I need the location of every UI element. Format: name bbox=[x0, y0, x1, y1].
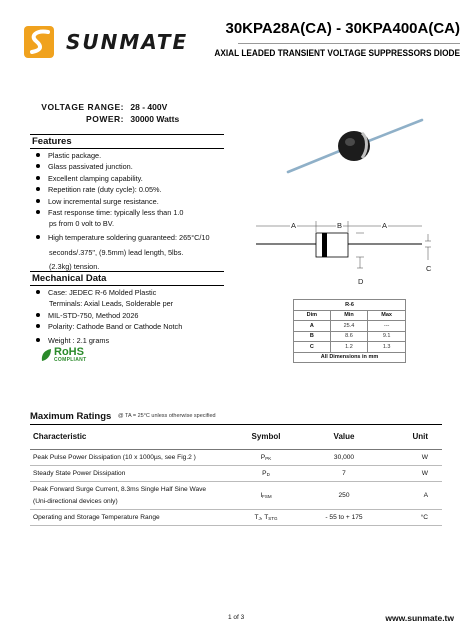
part-range-title: 30KPA28A(CA) - 30KPA400A(CA) bbox=[225, 20, 460, 37]
bullet-icon bbox=[36, 210, 40, 214]
table-row: Steady State Power Dissipation $P_D$ 7 W bbox=[30, 465, 442, 481]
column-header: Max bbox=[368, 310, 406, 321]
table-footer: All Dimensions in mm bbox=[294, 352, 406, 363]
mechanical-heading: Mechanical Data bbox=[30, 271, 224, 286]
list-item: Polarity: Cathode Band or Cathode Notch bbox=[36, 321, 246, 332]
bullet-icon bbox=[36, 338, 40, 342]
voltage-range-label: VOLTAGE RANGE: bbox=[41, 102, 124, 112]
bullet-icon bbox=[36, 290, 40, 294]
voltage-range-row bbox=[32, 102, 167, 112]
list-item: Weight : 2.1 grams bbox=[36, 335, 246, 346]
table-header-row bbox=[30, 425, 442, 449]
leaf-icon bbox=[40, 348, 52, 362]
table-row: C 1.2 1.3 bbox=[294, 342, 406, 353]
list-item: Plastic package. bbox=[36, 150, 246, 161]
rohs-label: RoHS bbox=[54, 346, 84, 358]
list-item: Glass passivated junction. bbox=[36, 161, 246, 172]
table-row: A 25.4 --- bbox=[294, 321, 406, 332]
header-divider bbox=[238, 43, 460, 44]
voltage-range-value: 28 - 400V bbox=[130, 102, 168, 112]
column-header: Dim bbox=[294, 310, 331, 321]
bullet-icon bbox=[36, 235, 40, 239]
dim-label-a-left: A bbox=[291, 221, 297, 230]
dim-label-a-right: A bbox=[382, 221, 388, 230]
power-row bbox=[32, 114, 179, 124]
product-subtitle: AXIAL LEADED TRANSIENT VOLTAGE SUPPRESSORS DIODE bbox=[214, 48, 460, 58]
bullet-icon bbox=[36, 187, 40, 191]
dim-label-c: C bbox=[426, 264, 432, 273]
list-item: Excellent clamping capability. bbox=[36, 173, 246, 184]
features-heading: Features bbox=[30, 134, 224, 149]
outline-svg bbox=[250, 212, 450, 292]
bullet-icon bbox=[36, 164, 40, 168]
power-value: 30000 Watts bbox=[130, 114, 180, 124]
max-ratings-table bbox=[30, 425, 442, 526]
table-row: Peak Forward Surge Current, 8.3ms Single Half Sine Wave (Uni-directional devices only) $I_{FSM}$ 250 A bbox=[30, 481, 442, 509]
column-header: Value bbox=[296, 425, 392, 449]
table-row: B 8.6 9.1 bbox=[294, 331, 406, 342]
bullet-icon bbox=[36, 313, 40, 317]
mechanical-list bbox=[36, 287, 246, 346]
dim-label-d: D bbox=[358, 277, 364, 286]
rohs-compliant-label: COMPLIANT bbox=[54, 357, 87, 363]
bullet-icon bbox=[36, 199, 40, 203]
dim-label-b: B bbox=[337, 221, 343, 230]
column-header: Symbol bbox=[236, 425, 296, 449]
list-item: Low incremental surge resistance. bbox=[36, 196, 246, 207]
column-header: Characteristic bbox=[30, 425, 236, 449]
table-row: Operating and Storage Temperature Range $T_J$, $T_{STG}$ - 55 to + 175 °C bbox=[30, 509, 442, 525]
max-ratings-condition: @ TA = 25°C unless otherwise specified bbox=[118, 413, 216, 419]
bullet-icon bbox=[36, 176, 40, 180]
power-label: POWER: bbox=[86, 114, 124, 124]
list-item: MIL-STD-750, Method 2026 bbox=[36, 310, 246, 321]
max-ratings-title: Maximum Ratings bbox=[30, 411, 112, 422]
list-item: Fast response time: typically less than 1.0 ps from 0 volt to BV. bbox=[36, 207, 246, 230]
column-header: Unit bbox=[392, 425, 442, 449]
brand-logo bbox=[22, 22, 222, 62]
list-item: Case: JEDEC R-6 Molded Plastic Terminals: Axial Leads, Solderable per bbox=[36, 287, 246, 310]
package-outline-drawing bbox=[250, 212, 450, 292]
diode-photo bbox=[280, 112, 430, 192]
rohs-badge bbox=[40, 347, 100, 365]
dimensions-table bbox=[293, 299, 406, 363]
table-row: Peak Pulse Power Dissipation (10 x 1000µs, see Fig.2 ) $P_{PK}$ 30,000 W bbox=[30, 449, 442, 465]
website-link[interactable]: www.sunmate.tw bbox=[385, 613, 454, 623]
page-number: 1 of 3 bbox=[228, 614, 245, 621]
list-item: High temperature soldering guaranteed: 265°C/10 seconds/.375", (9.5mm) lead length, 5lbs. (2.3kg) tension. bbox=[36, 232, 246, 272]
list-item: Repetition rate (duty cycle): 0.05%. bbox=[36, 184, 246, 195]
bullet-icon bbox=[36, 153, 40, 157]
brand-name: SUNMATE bbox=[66, 30, 189, 54]
logo-mark-icon bbox=[22, 22, 58, 62]
column-header: Min bbox=[330, 310, 368, 321]
bullet-icon bbox=[36, 324, 40, 328]
table-title: R-6 bbox=[294, 300, 406, 311]
features-list bbox=[36, 150, 246, 272]
